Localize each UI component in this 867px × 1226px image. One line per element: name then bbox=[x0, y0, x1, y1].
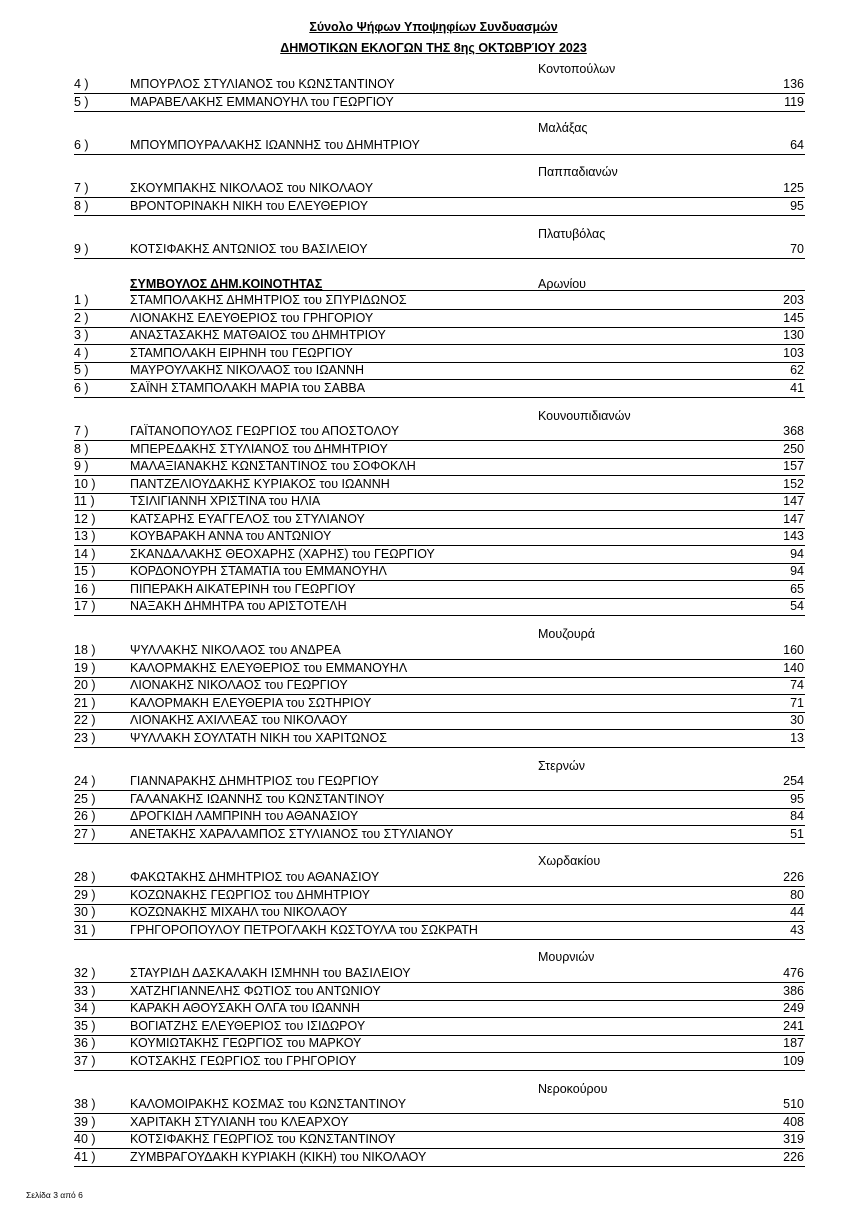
document-subtitle: ΔΗΜΟΤΙΚΩΝ ΕΚΛΟΓΩΝ ΤΗΣ 8ης ΟΚΤΩΒΡΊΟΥ 2023 bbox=[280, 41, 587, 55]
row-number: 19 ) bbox=[74, 660, 96, 675]
table-row bbox=[74, 678, 805, 695]
table-row bbox=[74, 529, 805, 546]
table-row bbox=[74, 77, 805, 94]
candidate-name: ΣΑΪΝΗ ΣΤΑΜΠΟΛΑΚΗ ΜΑΡΙΑ του ΣΑΒΒΑ bbox=[130, 380, 366, 395]
candidate-name: ΜΑΡΑΒΕΛΑΚΗΣ ΕΜΜΑΝΟΥΗΛ του ΓΕΩΡΓΙΟΥ bbox=[130, 94, 394, 109]
candidate-name: ΚΑΛΟΡΜΑΚΗ ΕΛΕΥΘΕΡΙΑ του ΣΩΤΗΡΙΟΥ bbox=[130, 695, 372, 710]
candidate-name: ΜΠΕΡΕΔΑΚΗΣ ΣΤΥΛΙΑΝΟΣ του ΔΗΜΗΤΡΙΟΥ bbox=[130, 441, 388, 456]
table-row bbox=[74, 696, 805, 713]
vote-count: 319 bbox=[783, 1132, 804, 1146]
candidate-name: ΣΤΑΜΠΟΛΑΚΗ ΕΙΡΗΝΗ του ΓΕΩΡΓΙΟΥ bbox=[130, 345, 353, 360]
candidate-name: ΤΣΙΛΙΓΙΑΝΝΗ ΧΡΙΣΤΙΝΑ του ΗΛΙΑ bbox=[130, 494, 321, 508]
candidate-name: ΚΟΡΔΟΝΟΥΡΗ ΣΤΑΜΑΤΙΑ του ΕΜΜΑΝΟΥΗΛ bbox=[130, 564, 387, 578]
table-row bbox=[74, 905, 805, 922]
candidate-name: ΒΡΟΝΤΟΡΙΝΑΚΗ ΝΙΚΗ του ΕΛΕΥΘΕΡΙΟΥ bbox=[130, 198, 369, 213]
row-number: 36 ) bbox=[74, 1036, 96, 1050]
locality-label: Χωρδακίου bbox=[538, 854, 601, 868]
candidate-name: ΜΑΛΑΞΙΑΝΑΚΗΣ ΚΩΝΣΤΑΝΤΙΝΟΣ του ΣΟΦΟΚΛΗ bbox=[130, 459, 416, 473]
row-number: 20 ) bbox=[74, 678, 96, 692]
candidate-name: ΓΡΗΓΟΡΟΠΟΥΛΟΥ ΠΕΤΡΟΓΛΑΚΗ ΚΩΣΤΟΥΛΑ του ΣΩΚΡΑΤΗ bbox=[130, 922, 478, 937]
table-row bbox=[74, 827, 805, 844]
candidate-name: ΓΑΛΑΝΑΚΗΣ ΙΩΑΝΝΗΣ του ΚΩΝΣΤΑΝΤΙΝΟΥ bbox=[130, 791, 385, 806]
section-header: ΣΥΜΒΟΥΛΟΣ ΔΗΜ.ΚΟΙΝΟΤΗΤΑΣ bbox=[130, 277, 323, 291]
vote-count: 65 bbox=[790, 581, 804, 596]
row-number: 30 ) bbox=[74, 905, 96, 919]
vote-count: 386 bbox=[783, 983, 804, 998]
page-footer: Σελίδα 3 από 6 bbox=[26, 1190, 83, 1200]
table-row bbox=[74, 643, 805, 660]
vote-count: 147 bbox=[783, 511, 804, 526]
row-number: 28 ) bbox=[74, 870, 96, 884]
table-row bbox=[74, 1054, 805, 1071]
vote-count: 43 bbox=[790, 922, 804, 937]
candidate-name: ΧΑΡΙΤΑΚΗ ΣΤΥΛΙΑΝΗ του ΚΛΕΑΡΧΟΥ bbox=[130, 1114, 349, 1129]
table-row bbox=[74, 809, 805, 826]
table-row bbox=[74, 424, 805, 441]
candidate-name: ΦΑΚΩΤΑΚΗΣ ΔΗΜΗΤΡΙΟΣ του ΑΘΑΝΑΣΙΟΥ bbox=[130, 870, 380, 884]
document-title: Σύνολο Ψήφων Υποψηφίων Συνδυασμών bbox=[309, 20, 558, 34]
candidate-name: ΑΝΑΣΤΑΣΑΚΗΣ ΜΑΤΘΑΙΟΣ του ΔΗΜΗΤΡΙΟΥ bbox=[130, 328, 386, 342]
row-number: 33 ) bbox=[74, 983, 96, 998]
row-number: 4 ) bbox=[74, 345, 89, 360]
candidate-name: ΚΟΖΩΝΑΚΗΣ ΓΕΩΡΓΙΟΣ του ΔΗΜΗΤΡΙΟΥ bbox=[130, 887, 371, 902]
vote-count: 103 bbox=[783, 345, 804, 360]
vote-count: 203 bbox=[783, 293, 804, 307]
candidate-name: ΠΙΠΕΡΑΚΗ ΑΙΚΑΤΕΡΙΝΗ του ΓΕΩΡΓΙΟΥ bbox=[130, 581, 356, 596]
vote-count: 64 bbox=[790, 138, 804, 152]
table-row bbox=[74, 966, 805, 983]
locality-label: Κοντοπούλων bbox=[538, 62, 616, 76]
row-number: 5 ) bbox=[74, 94, 89, 109]
row-number: 8 ) bbox=[74, 198, 89, 213]
row-number: 6 ) bbox=[74, 138, 89, 152]
row-number: 22 ) bbox=[74, 713, 96, 727]
candidate-name: ΨΥΛΛΑΚΗ ΣΟΥΛΤΑΤΗ ΝΙΚΗ του ΧΑΡΙΤΩΝΟΣ bbox=[130, 730, 387, 745]
table-row bbox=[74, 870, 805, 887]
table-row bbox=[74, 199, 805, 216]
locality-label: Πλατυβόλας bbox=[538, 227, 606, 241]
candidate-name: ΚΟΤΣΙΦΑΚΗΣ ΓΕΩΡΓΙΟΣ του ΚΩΝΣΤΑΝΤΙΝΟΥ bbox=[130, 1132, 396, 1146]
row-number: 4 ) bbox=[74, 77, 89, 91]
row-number: 26 ) bbox=[74, 809, 96, 823]
table-row bbox=[74, 494, 805, 511]
table-row bbox=[74, 138, 805, 155]
section-rule bbox=[130, 290, 805, 291]
vote-count: 152 bbox=[783, 476, 804, 491]
vote-count: 62 bbox=[790, 363, 804, 377]
row-number: 7 ) bbox=[74, 424, 89, 438]
row-number: 9 ) bbox=[74, 242, 89, 256]
vote-count: 119 bbox=[784, 94, 804, 109]
table-row bbox=[74, 1036, 805, 1053]
vote-count: 94 bbox=[790, 546, 804, 561]
candidate-name: ΝΑΞΑΚΗ ΔΗΜΗΤΡΑ του ΑΡΙΣΤΟΤΕΛΗ bbox=[130, 599, 347, 613]
row-number: 12 ) bbox=[74, 511, 96, 526]
table-row bbox=[74, 459, 805, 476]
candidate-name: ΛΙΟΝΑΚΗΣ ΑΧΙΛΛΕΑΣ του ΝΙΚΟΛΑΟΥ bbox=[130, 713, 348, 727]
locality-label: Παππαδιανών bbox=[538, 165, 618, 179]
vote-count: 51 bbox=[790, 826, 804, 841]
row-number: 11 ) bbox=[74, 494, 95, 508]
candidate-name: ΛΙΟΝΑΚΗΣ ΕΛΕΥΘΕΡΙΟΣ του ΓΡΗΓΟΡΙΟΥ bbox=[130, 310, 374, 325]
table-row bbox=[74, 181, 805, 198]
row-number: 2 ) bbox=[74, 310, 89, 325]
vote-count: 74 bbox=[790, 678, 804, 692]
table-row bbox=[74, 984, 805, 1001]
candidate-name: ΠΑΝΤΖΕΛΙΟΥΔΑΚΗΣ ΚΥΡΙΑΚΟΣ του ΙΩΑΝΝΗ bbox=[130, 476, 390, 491]
table-row bbox=[74, 1019, 805, 1036]
candidate-name: ΣΤΑΜΠΟΛΑΚΗΣ ΔΗΜΗΤΡΙΟΣ του ΣΠΥΡΙΔΩΝΟΣ bbox=[130, 293, 407, 307]
vote-count: 54 bbox=[790, 599, 804, 613]
table-row bbox=[74, 346, 805, 363]
row-number: 3 ) bbox=[74, 328, 89, 342]
table-row bbox=[74, 381, 805, 398]
table-row bbox=[74, 1001, 805, 1018]
table-row bbox=[74, 564, 805, 581]
candidate-name: ΑΝΕΤΑΚΗΣ ΧΑΡΑΛΑΜΠΟΣ ΣΤΥΛΙΑΝΟΣ του ΣΤΥΛΙΑΝΟΥ bbox=[130, 826, 454, 841]
candidate-name: ΓΑΪΤΑΝΟΠΟΥΛΟΣ ΓΕΩΡΓΙΟΣ του ΑΠΟΣΤΟΛΟΥ bbox=[130, 424, 400, 438]
locality-label: Μουρνιών bbox=[538, 950, 595, 964]
row-number: 16 ) bbox=[74, 581, 96, 596]
candidate-name: ΚΟΥΜΙΩΤΑΚΗΣ ΓΕΩΡΓΙΟΣ του ΜΑΡΚΟΥ bbox=[130, 1036, 362, 1050]
candidate-name: ΚΟΤΣΙΦΑΚΗΣ ΑΝΤΩΝΙΟΣ του ΒΑΣΙΛΕΙΟΥ bbox=[130, 242, 368, 256]
table-row bbox=[74, 95, 805, 112]
locality-label: Στερνών bbox=[538, 759, 586, 773]
vote-count: 160 bbox=[783, 643, 804, 657]
candidate-name: ΛΙΟΝΑΚΗΣ ΝΙΚΟΛΑΟΣ του ΓΕΩΡΓΙΟΥ bbox=[130, 678, 348, 692]
table-row bbox=[74, 547, 805, 564]
row-number: 35 ) bbox=[74, 1018, 96, 1033]
row-number: 15 ) bbox=[74, 564, 96, 578]
row-number: 24 ) bbox=[74, 774, 96, 788]
candidate-name: ΚΑΛΟΜΟΙΡΑΚΗΣ ΚΟΣΜΑΣ του ΚΩΝΣΤΑΝΤΙΝΟΥ bbox=[130, 1097, 407, 1111]
candidate-name: ΜΠΟΥΡΛΟΣ ΣΤΥΛΙΑΝΟΣ του ΚΩΝΣΤΑΝΤΙΝΟΥ bbox=[130, 77, 395, 91]
locality-label: Αρωνίου bbox=[538, 277, 587, 291]
table-row bbox=[74, 731, 805, 748]
vote-count: 70 bbox=[790, 242, 804, 256]
candidate-name: ΒΟΓΙΑΤΖΗΣ ΕΛΕΥΘΕΡΙΟΣ του ΙΣΙΔΩΡΟΥ bbox=[130, 1018, 366, 1033]
locality-label: Μουζουρά bbox=[538, 627, 596, 641]
vote-count: 13 bbox=[790, 730, 804, 745]
vote-count: 250 bbox=[783, 441, 804, 456]
vote-count: 136 bbox=[783, 77, 804, 91]
table-row bbox=[74, 363, 805, 380]
table-row bbox=[74, 477, 805, 494]
vote-count: 71 bbox=[790, 695, 804, 710]
table-row bbox=[74, 1115, 805, 1132]
vote-count: 30 bbox=[790, 713, 804, 727]
row-number: 21 ) bbox=[74, 695, 96, 710]
table-row bbox=[74, 582, 805, 599]
table-row bbox=[74, 792, 805, 809]
row-number: 34 ) bbox=[74, 1001, 96, 1015]
row-number: 27 ) bbox=[74, 826, 96, 841]
row-number: 9 ) bbox=[74, 459, 89, 473]
vote-count: 368 bbox=[783, 424, 804, 438]
row-number: 29 ) bbox=[74, 887, 96, 902]
vote-count: 95 bbox=[790, 198, 804, 213]
row-number: 8 ) bbox=[74, 441, 89, 456]
candidate-name: ΣΚΑΝΔΑΛΑΚΗΣ ΘΕΟΧΑΡΗΣ (ΧΑΡΗΣ) του ΓΕΩΡΓΙΟΥ bbox=[130, 546, 435, 561]
table-row bbox=[74, 661, 805, 678]
table-row bbox=[74, 774, 805, 791]
candidate-name: ΚΟΤΣΑΚΗΣ ΓΕΩΡΓΙΟΣ του ΓΡΗΓΟΡΙΟΥ bbox=[130, 1053, 357, 1068]
row-number: 32 ) bbox=[74, 966, 96, 980]
candidate-name: ΚΟΖΩΝΑΚΗΣ ΜΙΧΑΗΛ του ΝΙΚΟΛΑΟΥ bbox=[130, 905, 348, 919]
row-number: 13 ) bbox=[74, 529, 96, 543]
table-row bbox=[74, 1097, 805, 1114]
table-row bbox=[74, 599, 805, 616]
vote-count: 249 bbox=[783, 1001, 804, 1015]
candidate-name: ΔΡΟΓΚΙΔΗ ΛΑΜΠΡΙΝΗ του ΑΘΑΝΑΣΙΟΥ bbox=[130, 809, 359, 823]
row-number: 6 ) bbox=[74, 380, 89, 395]
vote-count: 145 bbox=[783, 310, 804, 325]
table-row bbox=[74, 311, 805, 328]
row-number: 10 ) bbox=[74, 476, 96, 491]
vote-count: 254 bbox=[783, 774, 804, 788]
vote-count: 408 bbox=[783, 1114, 804, 1129]
candidate-name: ΜΑΥΡΟΥΛΑΚΗΣ ΝΙΚΟΛΑΟΣ του ΙΩΑΝΝΗ bbox=[130, 363, 365, 377]
row-number: 1 ) bbox=[74, 293, 89, 307]
vote-count: 109 bbox=[783, 1053, 804, 1068]
vote-count: 476 bbox=[783, 966, 804, 980]
row-number: 41 ) bbox=[74, 1149, 96, 1164]
row-number: 14 ) bbox=[74, 546, 96, 561]
vote-count: 95 bbox=[790, 791, 804, 806]
vote-count: 41 bbox=[790, 380, 804, 395]
table-row bbox=[74, 293, 805, 310]
vote-count: 241 bbox=[783, 1018, 804, 1033]
table-row bbox=[74, 442, 805, 459]
row-number: 38 ) bbox=[74, 1097, 96, 1111]
table-row bbox=[74, 923, 805, 940]
table-row bbox=[74, 512, 805, 529]
vote-count: 226 bbox=[783, 1149, 804, 1164]
candidate-name: ΚΑΤΣΑΡΗΣ ΕΥΑΓΓΕΛΟΣ του ΣΤΥΛΙΑΝΟΥ bbox=[130, 511, 365, 526]
table-row bbox=[74, 328, 805, 345]
vote-count: 125 bbox=[783, 181, 804, 195]
candidate-name: ΖΥΜΒΡΑΓΟΥΔΑΚΗ ΚΥΡΙΑΚΗ (ΚΙΚΗ) του ΝΙΚΟΛΑΟΥ bbox=[130, 1149, 427, 1164]
table-row bbox=[74, 242, 805, 259]
vote-count: 226 bbox=[783, 870, 804, 884]
candidate-name: ΚΑΡΑΚΗ ΑΘΟΥΣΑΚΗ ΟΛΓΑ του ΙΩΑΝΝΗ bbox=[130, 1001, 360, 1015]
candidate-name: ΨΥΛΛΑΚΗΣ ΝΙΚΟΛΑΟΣ του ΑΝΔΡΕΑ bbox=[130, 643, 341, 657]
vote-count: 84 bbox=[790, 809, 804, 823]
row-number: 18 ) bbox=[74, 643, 96, 657]
vote-count: 147 bbox=[783, 494, 804, 508]
vote-count: 94 bbox=[790, 564, 804, 578]
vote-count: 140 bbox=[783, 660, 804, 675]
row-number: 7 ) bbox=[74, 181, 89, 195]
row-number: 5 ) bbox=[74, 363, 89, 377]
vote-count: 510 bbox=[783, 1097, 804, 1111]
row-number: 31 ) bbox=[74, 922, 96, 937]
row-number: 17 ) bbox=[74, 599, 96, 613]
candidate-name: ΚΑΛΟΡΜΑΚΗΣ ΕΛΕΥΘΕΡΙΟΣ του ΕΜΜΑΝΟΥΗΛ bbox=[130, 660, 408, 675]
row-number: 40 ) bbox=[74, 1132, 96, 1146]
locality-label: Νεροκούρου bbox=[538, 1082, 608, 1096]
table-row bbox=[74, 1150, 805, 1167]
table-row bbox=[74, 1132, 805, 1149]
row-number: 25 ) bbox=[74, 791, 96, 806]
vote-count: 143 bbox=[783, 529, 804, 543]
locality-label: Μαλάξας bbox=[538, 121, 588, 135]
candidate-name: ΜΠΟΥΜΠΟΥΡΑΛΑΚΗΣ ΙΩΑΝΝΗΣ του ΔΗΜΗΤΡΙΟΥ bbox=[130, 138, 420, 152]
vote-count: 187 bbox=[783, 1036, 804, 1050]
row-number: 23 ) bbox=[74, 730, 96, 745]
candidate-name: ΣΤΑΥΡΙΔΗ ΔΑΣΚΑΛΑΚΗ ΙΣΜΗΝΗ του ΒΑΣΙΛΕΙΟΥ bbox=[130, 966, 411, 980]
candidate-name: ΓΙΑΝΝΑΡΑΚΗΣ ΔΗΜΗΤΡΙΟΣ του ΓΕΩΡΓΙΟΥ bbox=[130, 774, 379, 788]
row-number: 37 ) bbox=[74, 1053, 96, 1068]
row-number: 39 ) bbox=[74, 1114, 96, 1129]
candidate-name: ΧΑΤΖΗΓΙΑΝΝΕΛΗΣ ΦΩΤΙΟΣ του ΑΝΤΩΝΙΟΥ bbox=[130, 983, 381, 998]
vote-count: 44 bbox=[790, 905, 804, 919]
locality-label: Κουνουπιδιανών bbox=[538, 409, 631, 423]
vote-count: 130 bbox=[783, 328, 804, 342]
vote-count: 80 bbox=[790, 887, 804, 902]
table-row bbox=[74, 888, 805, 905]
candidate-name: ΣΚΟΥΜΠΑΚΗΣ ΝΙΚΟΛΑΟΣ του ΝΙΚΟΛΑΟΥ bbox=[130, 181, 374, 195]
vote-count: 157 bbox=[783, 459, 804, 473]
candidate-name: ΚΟΥΒΑΡΑΚΗ ΑΝΝΑ του ΑΝΤΩΝΙΟΥ bbox=[130, 529, 332, 543]
table-row bbox=[74, 713, 805, 730]
